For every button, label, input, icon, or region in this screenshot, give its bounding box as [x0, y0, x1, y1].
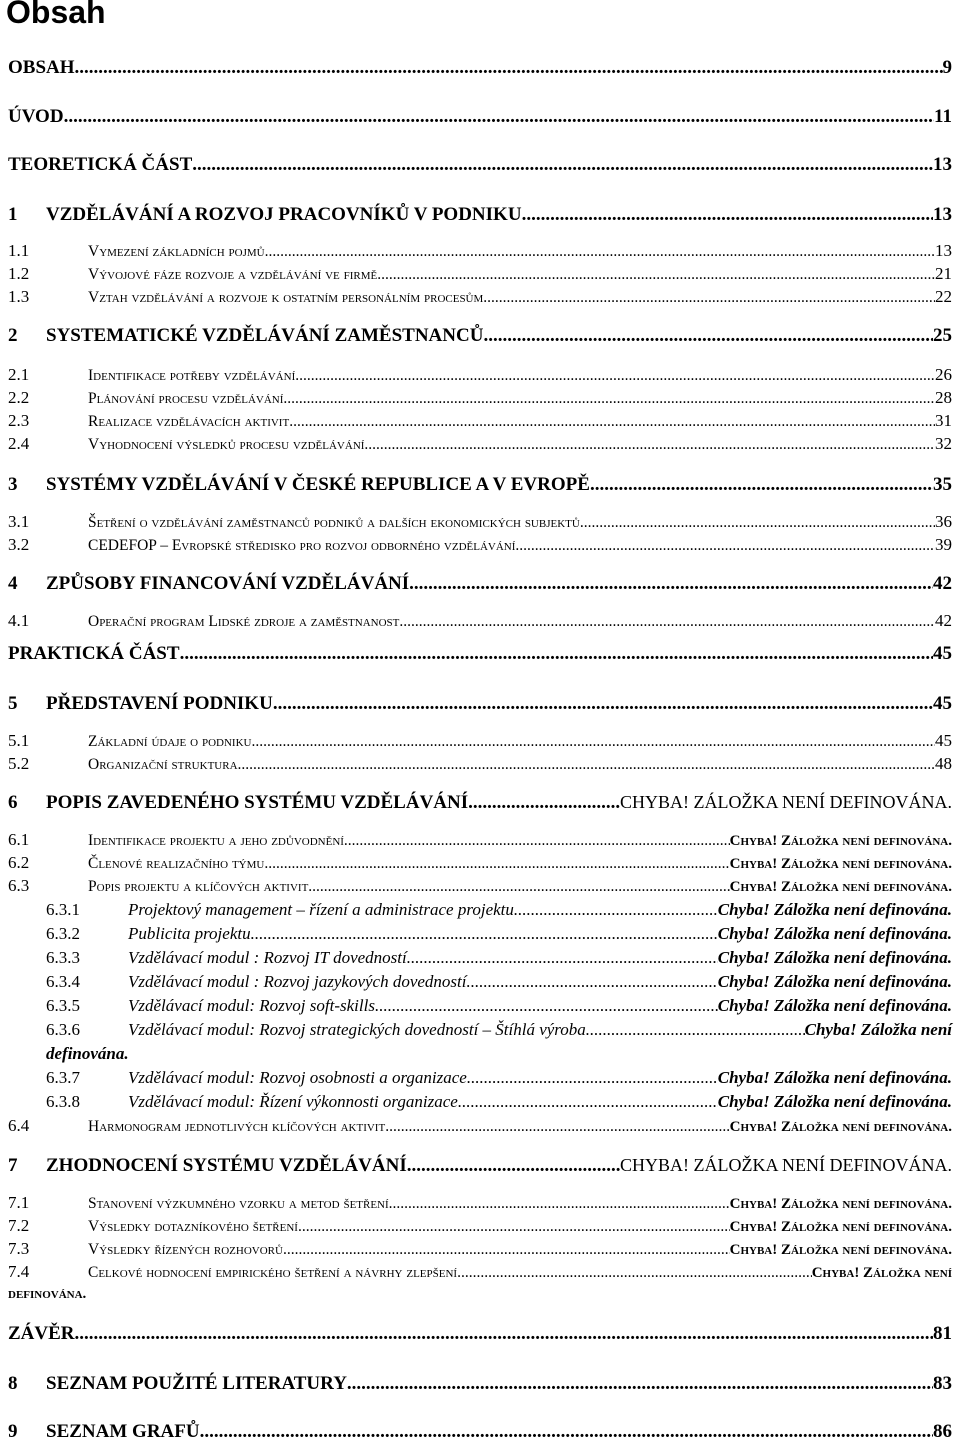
toc-entry-title: SEZNAM POUŽITÉ LITERATURY [46, 1373, 347, 1394]
toc-entry[interactable] [8, 792, 952, 816]
toc-entry-page: Chyba! Záložka není definována. [717, 948, 952, 967]
toc-entry-page: 25 [933, 325, 952, 346]
toc-entry[interactable] [8, 1373, 952, 1397]
toc-entry-title: Vzdělávací modul: Rozvoj strategických dovedností – Štíhlá výroba [128, 1020, 586, 1039]
toc-entry-title: CEDEFOP – Evropské středisko pro rozvoj odborného vzdělávání [88, 537, 516, 554]
toc-entry-title: Šetření o vzdělávání zaměstnanců podniků a dalších ekonomických subjektů [88, 514, 580, 531]
dot-leader [265, 243, 935, 261]
toc-entry-title: Identifikace projektu a jeho zdůvodnění [88, 832, 344, 849]
toc-entry[interactable] [8, 1262, 952, 1286]
toc-entry-number: 6.3.2 [46, 924, 80, 943]
toc-entry-title: Celkové hodnocení empirického šetření a návrhy zlepšení [88, 1264, 458, 1281]
toc-entry-number: 6.3.4 [46, 972, 80, 991]
toc-entry-page: Chyba! Záložka není definována. [717, 924, 952, 943]
toc-entry-title: Popis projektu a klíčových aktivit [88, 878, 309, 895]
toc-entry-page: Chyba! Záložka není definována. [729, 1219, 952, 1235]
dot-leader [467, 1068, 718, 1088]
toc-entry-title: ZHODNOCENÍ SYSTÉMU VZDĚLÁVÁNÍ [46, 1155, 407, 1176]
toc-entry-number: 4 [8, 573, 18, 594]
toc-entry[interactable] [8, 287, 952, 311]
dot-leader [580, 514, 935, 532]
toc-entry-page: CHYBA! ZÁLOŽKA NENÍ DEFINOVÁNA. [620, 1155, 952, 1175]
dot-leader [64, 106, 934, 128]
toc-entry-title: Projektový management – řízení a administrace projektu [128, 900, 514, 919]
toc-entry-title: Vývojové fáze rozvoje a vzdělávání ve firmě [88, 266, 378, 283]
dot-leader [251, 733, 935, 751]
toc-entry-title: POPIS ZAVEDENÉHO SYSTÉMU VZDĚLÁVÁNÍ [46, 792, 469, 813]
dot-leader [283, 390, 935, 408]
toc-entry-page: 83 [933, 1373, 952, 1394]
toc-entry-page: 21 [935, 264, 952, 283]
dot-leader [586, 1020, 805, 1040]
toc-entry-number: 4.1 [8, 611, 30, 630]
dot-leader [283, 1241, 730, 1259]
toc-entry[interactable] [8, 1239, 952, 1263]
toc-entry[interactable] [8, 512, 952, 536]
dot-leader [377, 266, 935, 284]
toc-entry[interactable] [8, 1092, 952, 1116]
toc-entry[interactable] [8, 264, 952, 288]
toc-entry[interactable] [8, 365, 952, 389]
toc-entry-number: 6.3 [8, 876, 30, 895]
dot-leader [522, 204, 933, 226]
toc-entry-page: 13 [935, 241, 952, 260]
toc-entry-title: Vzdělávací modul: Rozvoj soft-skills [128, 996, 375, 1015]
toc-entry-page: 36 [935, 512, 952, 531]
toc-entry-page: 39 [935, 535, 952, 554]
toc-entry[interactable] [8, 241, 952, 265]
toc-entry[interactable] [8, 474, 952, 498]
toc-entry-page: 31 [935, 411, 952, 430]
toc-entry-number: 7 [8, 1155, 18, 1176]
toc-entry[interactable] [8, 830, 952, 854]
toc-entry-page: 13 [933, 154, 952, 175]
toc-entry-page: Chyba! Záložka není definována. [717, 1092, 952, 1111]
toc-entry-title: Vztah vzdělávání a rozvoje k ostatním personálním procesům [88, 289, 484, 306]
toc-entry-number: 7.3 [8, 1239, 30, 1258]
dot-leader [458, 1092, 718, 1112]
toc-entry-number: 2.1 [8, 365, 30, 384]
toc-entry-number: 2 [8, 325, 18, 346]
toc-entry[interactable] [8, 573, 952, 597]
toc-entry[interactable] [8, 388, 952, 412]
dot-leader [468, 792, 620, 814]
toc-entry-page: 45 [933, 643, 952, 664]
toc-entry[interactable] [8, 996, 952, 1020]
dot-leader [409, 573, 933, 595]
toc-entry-title: ÚVOD [8, 106, 64, 127]
toc-entry[interactable] [8, 693, 952, 717]
dot-leader [466, 972, 717, 992]
toc-entry-page: 42 [933, 573, 952, 594]
toc-entry[interactable] [8, 1421, 952, 1445]
toc-entry-number: 7.4 [8, 1262, 30, 1281]
toc-entry-number: 6.3.3 [46, 948, 80, 967]
toc-entry-title: Realizace vzdělávacích aktivit [88, 413, 290, 430]
dot-leader [75, 1323, 933, 1345]
dot-leader [389, 1195, 730, 1213]
toc-entry-number: 7.1 [8, 1193, 30, 1212]
toc-entry[interactable] [8, 325, 952, 349]
toc-entry-title: ZÁVĚR [8, 1323, 75, 1344]
toc-entry-number: 5.2 [8, 754, 30, 773]
toc-entry-page: 11 [934, 106, 952, 127]
toc-entry-title: Vzdělávací modul : Rozvoj IT dovedností [128, 948, 407, 967]
dot-leader [289, 413, 935, 431]
toc-entry-number: 1.2 [8, 264, 30, 283]
toc-entry-number: 6.1 [8, 830, 30, 849]
dot-leader [251, 924, 718, 944]
toc-entry-title: Vymezení základních pojmů [88, 243, 265, 260]
toc-entry-page: Chyba! Záložka není definována. [729, 879, 952, 895]
toc-entry-page: Chyba! Záložka není definována. [729, 856, 952, 872]
toc-entry-page: 26 [935, 365, 952, 384]
toc-entry[interactable] [8, 948, 952, 972]
toc-entry-page: 22 [935, 287, 952, 306]
dot-leader [308, 878, 729, 896]
dot-leader [364, 436, 935, 454]
toc-entry-title: Plánování procesu vzdělávání [88, 390, 284, 407]
toc-entry[interactable] [8, 154, 952, 178]
dot-leader [298, 1218, 730, 1236]
toc-entry[interactable] [8, 1155, 952, 1179]
toc-entry-page: Chyba! Záložka není definována. [729, 1242, 952, 1258]
dot-leader [407, 948, 718, 968]
toc-entry-title: Výsledky řízených rozhovorů [88, 1241, 283, 1258]
toc-entry-number: 6.3.5 [46, 996, 80, 1015]
toc-entry-number: 6 [8, 792, 18, 813]
toc-entry-page: Chyba! Záložka není [804, 1020, 952, 1039]
toc-entry-number: 2.2 [8, 388, 30, 407]
toc-entry-title: Organizační struktura [88, 756, 238, 773]
toc-entry-title: SYSTÉMY VZDĚLÁVÁNÍ V ČESKÉ REPUBLICE A V EVROPĚ [46, 474, 590, 495]
toc-entry[interactable] [8, 853, 952, 877]
toc-entry[interactable] [8, 900, 952, 924]
toc-entry[interactable] [8, 1020, 952, 1044]
dot-leader [180, 643, 933, 665]
toc-entry-page: Chyba! Záložka není definována. [717, 900, 952, 919]
dot-leader [399, 613, 935, 631]
dot-leader [75, 57, 943, 79]
toc-entry[interactable] [8, 1216, 952, 1240]
toc-entry-title: Identifikace potřeby vzdělávání [88, 367, 296, 384]
toc-entry-page-continuation: definována. [8, 1286, 87, 1302]
dot-leader [515, 537, 935, 555]
dot-leader [407, 1155, 620, 1177]
toc-entry-number: 6.3.7 [46, 1068, 80, 1087]
toc-entry[interactable] [8, 535, 952, 559]
toc-entry-title: Členové realizačního týmu [88, 855, 265, 872]
toc-entry-page: 13 [933, 204, 952, 225]
dot-leader [483, 325, 933, 347]
toc-entry[interactable] [8, 57, 952, 81]
toc-entry-page: 86 [933, 1421, 952, 1442]
toc-entry-page: Chyba! Záložka není definována. [717, 996, 952, 1015]
toc-entry-page: 45 [935, 731, 952, 750]
dot-leader [264, 855, 729, 873]
toc-entry[interactable] [8, 106, 952, 130]
toc-entry-title: PRAKTICKÁ ČÁST [8, 643, 180, 664]
toc-entry-title: TEORETICKÁ ČÁST [8, 154, 193, 175]
toc-entry[interactable] [8, 754, 952, 778]
toc-entry-page: 45 [933, 693, 952, 714]
toc-entry[interactable] [8, 411, 952, 435]
dot-leader [375, 996, 718, 1016]
dot-leader [192, 154, 933, 176]
toc-entry-page: Chyba! Záložka není definována. [729, 1119, 952, 1135]
dot-leader [273, 693, 933, 715]
toc-entry[interactable] [8, 972, 952, 996]
toc-entry-number: 7.2 [8, 1216, 30, 1235]
toc-entry-page: 32 [935, 434, 952, 453]
toc-entry-title: Vzdělávací modul: Řízení výkonnosti organizace [128, 1092, 458, 1111]
toc-entry-page: 81 [933, 1323, 952, 1344]
toc-entry-page: Chyba! Záložka není definována. [729, 833, 952, 849]
toc-entry-page: Chyba! Záložka není definována. [717, 972, 952, 991]
toc-entry-number: 1 [8, 204, 18, 225]
toc-entry-number: 6.4 [8, 1116, 30, 1135]
toc-entry-title: VZDĚLÁVÁNÍ A ROZVOJ PRACOVNÍKŮ V PODNIKU [46, 204, 522, 225]
toc-entry-title: Stanovení výzkumného vzorku a metod šetření [88, 1195, 389, 1212]
toc-entry-number: 9 [8, 1421, 18, 1442]
toc-entry-number: 5.1 [8, 731, 30, 750]
page-title: Obsah [6, 0, 106, 30]
dot-leader [200, 1421, 933, 1443]
toc-entry-number: 6.3.8 [46, 1092, 80, 1111]
dot-leader [347, 1373, 933, 1395]
toc-entry-title: OBSAH [8, 57, 75, 78]
toc-entry-number: 6.2 [8, 853, 30, 872]
toc-entry-title: ZPŮSOBY FINANCOVÁNÍ VZDĚLÁVÁNÍ [46, 573, 410, 594]
toc-entry-page: 48 [935, 754, 952, 773]
dot-leader [295, 367, 935, 385]
toc-entry-number: 1.1 [8, 241, 30, 260]
toc-entry-title: Výsledky dotazníkového šetření [88, 1218, 298, 1235]
toc-entry[interactable] [8, 434, 952, 458]
toc-entry-title: SEZNAM GRAFŮ [46, 1421, 200, 1442]
toc-entry-title: Vzdělávací modul : Rozvoj jazykových dovedností [128, 972, 467, 991]
toc-entry-number: 2.3 [8, 411, 30, 430]
toc-entry[interactable] [8, 1068, 952, 1092]
toc-entry-page: Chyba! Záložka není definována. [729, 1196, 952, 1212]
toc-entry-page: Chyba! Záložka není [811, 1265, 952, 1281]
toc-entry[interactable] [8, 876, 952, 900]
dot-leader [457, 1264, 812, 1282]
dot-leader [590, 474, 933, 496]
dot-leader [344, 832, 730, 850]
toc-entry-page: 35 [933, 474, 952, 495]
toc-entry-number: 5 [8, 693, 18, 714]
toc-entry-page: 28 [935, 388, 952, 407]
toc-entry[interactable] [8, 611, 952, 635]
toc-entry[interactable] [8, 643, 952, 667]
toc-entry-number: 6.3.6 [46, 1020, 80, 1039]
dot-leader [238, 756, 935, 774]
dot-leader [514, 900, 718, 920]
toc-entry[interactable] [8, 1193, 952, 1217]
toc-entry-title: Operační program Lidské zdroje a zaměstnanost [88, 613, 400, 630]
toc-entry-page: 9 [942, 57, 952, 78]
dot-leader [483, 289, 935, 307]
toc-entry-number: 1.3 [8, 287, 30, 306]
toc-entry-number: 3.2 [8, 535, 30, 554]
toc-entry[interactable] [8, 1116, 952, 1140]
toc-entry[interactable] [8, 204, 952, 228]
toc-entry-title: SYSTEMATICKÉ VZDĚLÁVÁNÍ ZAMĚSTNANCŮ [46, 325, 484, 346]
toc-entry-title: Vzdělávací modul: Rozvoj osobnosti a organizace [128, 1068, 467, 1087]
toc-entry-number: 6.3.1 [46, 900, 80, 919]
toc-entry[interactable] [8, 1323, 952, 1347]
toc-entry-title: Publicita projektu [128, 924, 251, 943]
toc-entry-page: 42 [935, 611, 952, 630]
toc-entry-title: Harmonogram jednotlivých klíčových aktivit [88, 1118, 386, 1135]
toc-entry-number: 2.4 [8, 434, 30, 453]
toc-entry-title: Vyhodnocení výsledků procesu vzdělávání [88, 436, 365, 453]
toc-entry-title: Základní údaje o podniku [88, 733, 252, 750]
toc-entry-number: 3.1 [8, 512, 30, 531]
toc-entry[interactable] [8, 924, 952, 948]
toc-entry-page: CHYBA! ZÁLOŽKA NENÍ DEFINOVÁNA. [620, 792, 952, 812]
toc-entry-number: 8 [8, 1373, 18, 1394]
toc-entry-title: PŘEDSTAVENÍ PODNIKU [46, 693, 273, 714]
dot-leader [385, 1118, 729, 1136]
toc-entry-page: Chyba! Záložka není definována. [717, 1068, 952, 1087]
toc-entry-number: 3 [8, 474, 18, 495]
toc-entry[interactable] [8, 731, 952, 755]
toc-entry-page-continuation: definována. [46, 1044, 129, 1063]
